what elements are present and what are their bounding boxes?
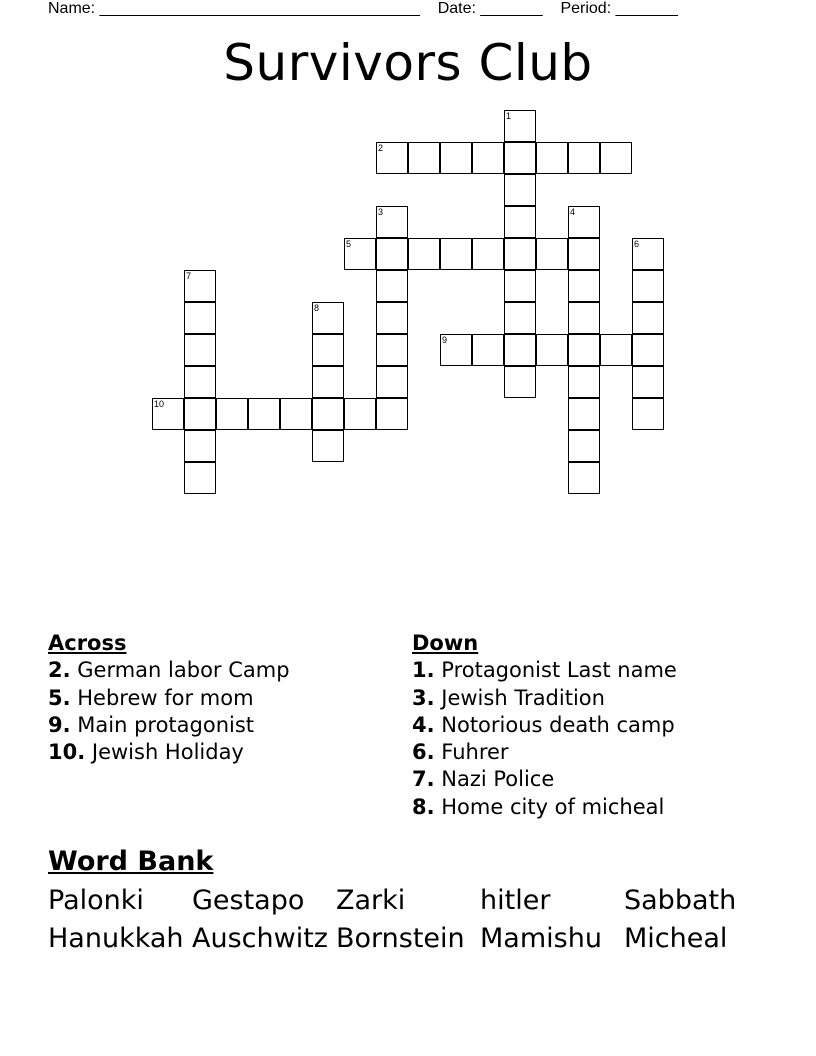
crossword-cell[interactable]: [376, 334, 408, 366]
word-bank-word: Sabbath: [624, 885, 737, 916]
header-fields: Name: ____________________________________ Date: _______ Period: _______: [48, 0, 678, 17]
crossword-cell[interactable]: [568, 430, 600, 462]
down-heading: Down: [412, 631, 479, 655]
crossword-cell-4[interactable]: [568, 206, 600, 238]
clue-text: German labor Camp: [70, 658, 290, 683]
word-bank-word: Hanukkah: [48, 923, 184, 954]
crossword-cell[interactable]: [568, 302, 600, 334]
crossword-cell[interactable]: [504, 366, 536, 398]
crossword-cell[interactable]: [504, 174, 536, 206]
crossword-cell[interactable]: [312, 398, 344, 430]
clue-number: 9.: [48, 712, 71, 737]
crossword-cell[interactable]: [632, 334, 664, 366]
clue-text: Notorious death camp: [434, 712, 675, 737]
clue-across-2: [48, 657, 290, 684]
crossword-cell-8[interactable]: [312, 302, 344, 334]
clue-number-label: 5: [346, 239, 352, 249]
crossword-cell[interactable]: [536, 238, 568, 270]
clue-text: Fuhrer: [434, 740, 509, 765]
clue-number: 4.: [412, 712, 435, 737]
clue-down-1: [412, 657, 677, 684]
crossword-cell[interactable]: [376, 302, 408, 334]
crossword-cell[interactable]: [184, 302, 216, 334]
crossword-cell[interactable]: [568, 462, 600, 494]
crossword-cell[interactable]: [312, 334, 344, 366]
word-bank-word: Palonki: [48, 885, 144, 916]
crossword-cell[interactable]: [568, 398, 600, 430]
clue-down-4: [412, 712, 677, 739]
clue-number: 7.: [412, 767, 435, 792]
crossword-cell[interactable]: [504, 142, 536, 174]
crossword-cell[interactable]: [536, 142, 568, 174]
crossword-cell-6[interactable]: [632, 238, 664, 270]
page-title: Survivors Club: [223, 34, 593, 92]
crossword-cell-2[interactable]: [376, 142, 408, 174]
word-bank-word: hitler: [480, 885, 551, 916]
crossword-cell[interactable]: [568, 238, 600, 270]
down-clues: [412, 630, 677, 821]
crossword-cell[interactable]: [568, 270, 600, 302]
crossword-cell[interactable]: [632, 302, 664, 334]
crossword-cell[interactable]: [184, 430, 216, 462]
crossword-grid: [152, 110, 665, 495]
crossword-cell[interactable]: [600, 334, 632, 366]
crossword-cell[interactable]: [184, 366, 216, 398]
clue-number: 5.: [48, 685, 71, 710]
crossword-cell[interactable]: [504, 206, 536, 238]
crossword-cell[interactable]: [504, 238, 536, 270]
crossword-cell[interactable]: [504, 302, 536, 334]
crossword-cell[interactable]: [376, 366, 408, 398]
clue-number: 2.: [48, 658, 71, 683]
clue-number: 1.: [412, 658, 435, 683]
crossword-cell[interactable]: [568, 366, 600, 398]
crossword-cell[interactable]: [472, 142, 504, 174]
crossword-cell-5[interactable]: [344, 238, 376, 270]
crossword-cell[interactable]: [376, 270, 408, 302]
word-bank-word: Mamishu: [480, 923, 602, 954]
crossword-cell[interactable]: [568, 142, 600, 174]
clue-number-label: 6: [634, 239, 640, 249]
crossword-cell[interactable]: [216, 398, 248, 430]
crossword-cell[interactable]: [280, 398, 312, 430]
clue-text: Main protagonist: [70, 712, 255, 737]
crossword-cell-7[interactable]: [184, 270, 216, 302]
clue-number: 8.: [412, 794, 435, 819]
clue-across-10: [48, 739, 290, 766]
crossword-cell[interactable]: [600, 142, 632, 174]
across-heading: Across: [48, 631, 127, 655]
crossword-cell[interactable]: [312, 430, 344, 462]
crossword-cell[interactable]: [440, 142, 472, 174]
clue-text: Nazi Police: [434, 767, 555, 792]
crossword-cell[interactable]: [504, 334, 536, 366]
crossword-cell[interactable]: [376, 398, 408, 430]
crossword-cell[interactable]: [408, 142, 440, 174]
word-bank-word: Gestapo: [192, 885, 305, 916]
word-bank-title: Word Bank: [48, 846, 214, 877]
crossword-cell-3[interactable]: [376, 206, 408, 238]
word-bank: [48, 882, 788, 958]
crossword-cell[interactable]: [344, 398, 376, 430]
clue-number-label: 1: [506, 111, 512, 121]
crossword-cell-9[interactable]: [440, 334, 472, 366]
word-bank-word: Micheal: [624, 923, 728, 954]
crossword-cell[interactable]: [568, 334, 600, 366]
crossword-cell[interactable]: [408, 238, 440, 270]
crossword-cell[interactable]: [536, 334, 568, 366]
crossword-cell-1[interactable]: [504, 110, 536, 142]
crossword-cell[interactable]: [248, 398, 280, 430]
crossword-cell[interactable]: [312, 366, 344, 398]
clue-text: Protagonist Last name: [434, 658, 677, 683]
crossword-cell[interactable]: [632, 366, 664, 398]
clue-number-label: 8: [314, 303, 320, 313]
clue-number: 10.: [48, 740, 86, 765]
crossword-cell[interactable]: [376, 238, 408, 270]
clue-down-3: [412, 685, 677, 712]
across-clues: [48, 630, 290, 766]
clue-number: 3.: [412, 685, 435, 710]
clue-number-label: 10: [154, 399, 165, 409]
clue-number-label: 4: [570, 207, 576, 217]
word-bank-word: Auschwitz: [192, 923, 328, 954]
word-bank-word: Bornstein: [336, 923, 465, 954]
clue-text: Home city of micheal: [434, 794, 665, 819]
crossword-cell[interactable]: [472, 238, 504, 270]
crossword-cell[interactable]: [504, 270, 536, 302]
crossword-cell[interactable]: [184, 334, 216, 366]
clue-number-label: 2: [378, 143, 384, 153]
clue-down-8: [412, 794, 677, 821]
clue-text: Jewish Holiday: [85, 740, 244, 765]
clue-number-label: 3: [378, 207, 384, 217]
crossword-cell[interactable]: [632, 398, 664, 430]
clue-across-5: [48, 685, 290, 712]
clue-down-7: [412, 766, 677, 793]
word-bank-word: Zarki: [336, 885, 406, 916]
clue-down-6: [412, 739, 677, 766]
clue-text: Jewish Tradition: [434, 685, 605, 710]
clue-across-9: [48, 712, 290, 739]
clue-text: Hebrew for mom: [70, 685, 254, 710]
clue-number-label: 9: [442, 335, 448, 345]
crossword-cell[interactable]: [440, 238, 472, 270]
clue-number: 6.: [412, 740, 435, 765]
crossword-cell[interactable]: [632, 270, 664, 302]
crossword-cell-10[interactable]: [152, 398, 184, 430]
crossword-cell[interactable]: [184, 398, 216, 430]
crossword-cell[interactable]: [472, 334, 504, 366]
crossword-cell[interactable]: [184, 462, 216, 494]
clue-number-label: 7: [186, 271, 192, 281]
